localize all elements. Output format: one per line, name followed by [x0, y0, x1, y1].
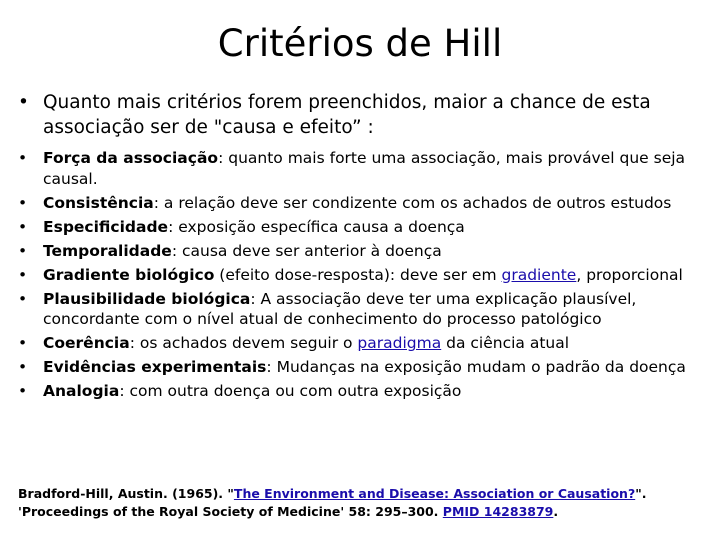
- criterion-separator: :: [218, 149, 229, 167]
- criterion-separator: :: [250, 289, 261, 308]
- criterion-term: Força da associação: [43, 149, 219, 167]
- pmid-link[interactable]: PMID 14283879: [442, 504, 554, 519]
- citation-journal: ". 'Proceedings of the Royal Society of Medicine' 58: 295–300.: [18, 486, 647, 519]
- criterion-description: Mudanças na exposição mudam o padrão da doença: [276, 358, 686, 376]
- gradiente-link[interactable]: gradiente: [501, 265, 577, 284]
- paradigma-link[interactable]: paradigma: [357, 334, 442, 352]
- criterion-item-forca: [18, 148, 708, 189]
- article-link[interactable]: The Environment and Disease: Association or Causation?: [233, 486, 636, 501]
- slide-title: Critérios de Hill: [217, 22, 503, 65]
- criterion-item-especificidade: [18, 217, 708, 238]
- criterion-description: exposição específica causa a doença: [178, 217, 465, 236]
- criterion-term: Coerência: [43, 334, 130, 352]
- criterion-term: Consistência: [43, 193, 154, 212]
- criterion-description: causa deve ser anterior à doença: [181, 241, 442, 260]
- criterion-term: Especificidade: [43, 217, 169, 236]
- criteria-list: [18, 148, 708, 405]
- intro-paragraph: [18, 90, 720, 140]
- criterion-description: quanto mais forte uma associação, mais provável que seja causal.: [43, 149, 686, 188]
- criterion-item-analogia: [18, 381, 708, 402]
- bullet-icon: •: [18, 149, 28, 167]
- intro-text: Quanto mais critérios forem preenchidos, maior a chance de esta associação ser de "causa e efeito” :: [43, 92, 651, 138]
- citation-end: .: [553, 504, 559, 519]
- criterion-description: (efeito dose-resposta): deve ser em: [214, 265, 502, 284]
- bullet-icon: •: [18, 382, 28, 400]
- criterion-item-evidencias: [18, 357, 708, 378]
- criterion-separator: :: [153, 193, 164, 212]
- citation-authors: Bradford-Hill, Austin. (1965). ": [18, 486, 234, 501]
- criterion-separator: :: [171, 241, 182, 260]
- bullet-icon: •: [18, 193, 28, 212]
- bullet-icon: •: [18, 358, 28, 376]
- criterion-term: Evidências experimentais: [43, 358, 267, 376]
- citation: [18, 485, 708, 521]
- bullet-icon: •: [18, 334, 28, 352]
- criterion-term: Temporalidade: [43, 241, 172, 260]
- criterion-description-end: , proporcional: [576, 265, 683, 284]
- bullet-icon: •: [18, 217, 28, 236]
- criterion-description: a relação deve ser condizente com os achados de outros estudos: [163, 193, 672, 212]
- criterion-separator: :: [266, 358, 277, 376]
- criterion-separator: :: [168, 217, 179, 236]
- criterion-item-coerencia: [18, 333, 708, 354]
- criterion-item-temporalidade: [18, 241, 708, 262]
- bullet-icon: •: [18, 289, 28, 308]
- criterion-description: A associação deve ter uma explicação plausível, concordante com o nível atual de conhecimento do processo patológico: [43, 289, 637, 328]
- criterion-term: Analogia: [43, 382, 120, 400]
- criterion-item-gradiente: [18, 265, 708, 286]
- criterion-item-consistencia: [18, 193, 708, 214]
- criterion-description: : os achados devem seguir o: [129, 334, 358, 352]
- bullet-icon: •: [18, 265, 28, 284]
- criterion-term: Gradiente biológico: [43, 265, 215, 284]
- bullet-icon: •: [18, 92, 29, 113]
- criterion-description: com outra doença ou com outra exposição: [129, 382, 462, 400]
- criterion-separator: :: [119, 382, 130, 400]
- criterion-description-end: da ciência atual: [441, 334, 570, 352]
- bullet-icon: •: [18, 241, 28, 260]
- criterion-item-plausibilidade: [18, 289, 708, 330]
- criterion-term: Plausibilidade biológica: [43, 289, 251, 308]
